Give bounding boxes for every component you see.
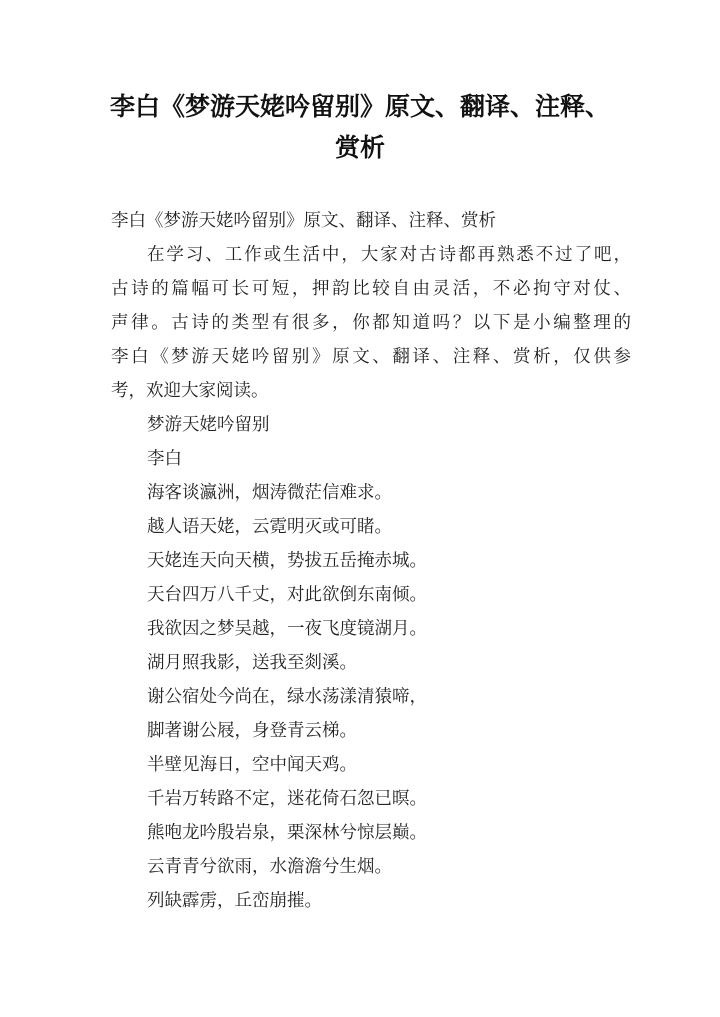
poem-line: 列缺霹雳，丘峦崩摧。 [147,891,322,911]
poem-line: 千岩万转路不定，迷花倚石忽已暝。 [147,789,427,809]
intro-line: 李白《梦游天姥吟留别》原文、翻译、注释、赏析，仅供参 [111,347,631,367]
poem-line: 熊咆龙吟殷岩泉，栗深林兮惊层巅。 [147,823,427,843]
title-line-1: 李白《梦游天姥吟留别》原文、翻译、注释、 [109,92,610,121]
subtitle: 李白《梦游天姥吟留别》原文、翻译、注释、赏析 [111,211,496,231]
poem-line: 天台四万八千丈，对此欲倒东南倾。 [147,585,427,605]
poem-author: 李白 [147,449,182,469]
poem-line: 半壁见海日，空中闻天鸡。 [147,755,357,775]
poem-line: 云青青兮欲雨，水澹澹兮生烟。 [147,857,392,877]
document-title [90,86,630,168]
poem-line: 越人语天姥，云霓明灭或可睹。 [147,517,392,537]
title-line-2: 赏析 [334,133,385,162]
poem-line: 湖月照我影，送我至剡溪。 [147,653,357,673]
intro-line: 声律。古诗的类型有很多，你都知道吗？以下是小编整理的 [111,313,631,333]
intro-line: 古诗的篇幅可长可短，押韵比较自由灵活，不必拘守对仗、 [111,279,631,299]
document-body [111,204,631,918]
poem-line: 谢公宿处今尚在，绿水荡漾清猿啼， [147,687,427,707]
poem-line: 海客谈瀛洲，烟涛微茫信难求。 [147,483,392,503]
poem-title: 梦游天姥吟留别 [147,415,270,435]
poem-line: 我欲因之梦吴越，一夜飞度镜湖月。 [147,619,427,639]
poem-line: 天姥连天向天横，势拔五岳掩赤城。 [147,551,427,571]
intro-line: 考，欢迎大家阅读。 [111,381,269,401]
intro-line: 在学习、工作或生活中，大家对古诗都再熟悉不过了吧， [147,245,631,265]
poem-line: 脚著谢公屐，身登青云梯。 [147,721,357,741]
